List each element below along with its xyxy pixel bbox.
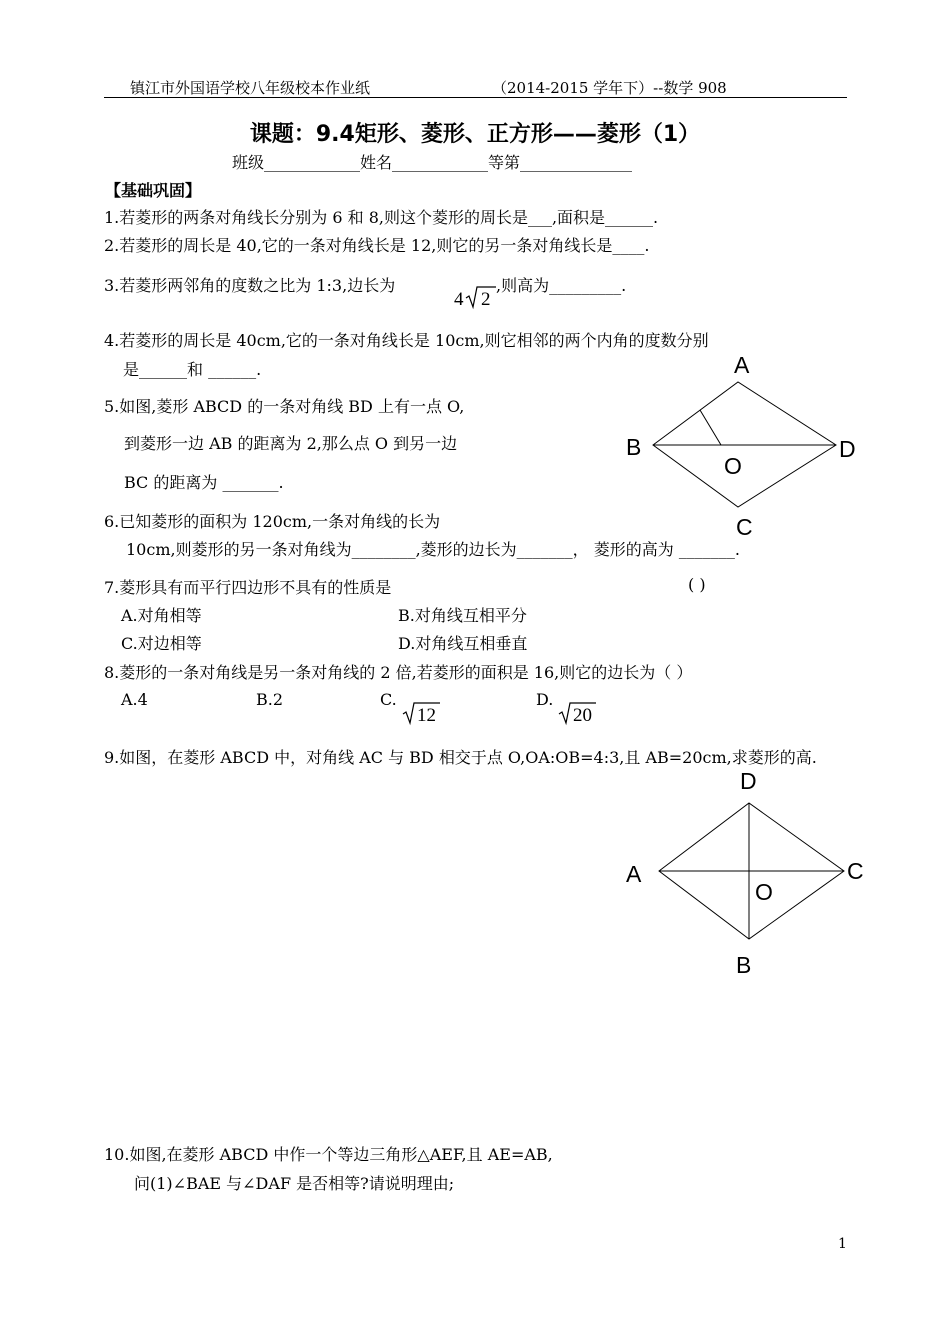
fig2-label-c: C bbox=[847, 858, 864, 884]
sqrt-icon bbox=[402, 697, 446, 727]
question-8-option-b: B.2 bbox=[256, 690, 284, 709]
question-10-line1: 10.如图,在菱形 ABCD 中作一个等边三角形△AEF,且 AE=AB, bbox=[104, 1145, 553, 1164]
q3-radicand: 2 bbox=[481, 289, 491, 310]
page-title: 课题：9.4矩形、菱形、正方形——菱形（1） bbox=[249, 122, 701, 147]
section-heading: 【基础巩固】 bbox=[105, 181, 202, 200]
rhombus-figure-1 bbox=[600, 345, 870, 545]
question-3-suffix: ,则高为_________. bbox=[496, 276, 627, 295]
q8d-radical bbox=[558, 697, 602, 731]
question-7-option-c: C.对边相等 bbox=[121, 634, 202, 653]
fig2-label-a: A bbox=[626, 861, 642, 887]
info-line: 班级____________姓名____________等第______________ bbox=[232, 153, 633, 172]
question-4-line1: 4.若菱形的周长是 40cm,它的一条对角线长是 10cm,则它相邻的两个内角的度数分别 bbox=[104, 331, 709, 350]
question-6-line1: 6.已知菱形的面积为 120cm,一条对角线的长为 bbox=[104, 512, 441, 531]
question-7-option-d: D.对角线互相垂直 bbox=[398, 634, 528, 653]
q3-coefficient: 4 bbox=[454, 289, 464, 310]
fig2-label-d: D bbox=[740, 768, 757, 794]
question-4-line2: 是______和 ______. bbox=[123, 360, 262, 379]
question-5-line2: 到菱形一边 AB 的距离为 2,那么点 O 到另一边 bbox=[124, 434, 458, 453]
question-2: 2.若菱形的周长是 40,它的一条对角线长是 12,则它的另一条对角线长是____. bbox=[104, 236, 650, 255]
fig1-label-b: B bbox=[626, 434, 642, 460]
q3-radical bbox=[454, 281, 500, 315]
fig1-label-o: O bbox=[724, 453, 742, 479]
fig2-label-b: B bbox=[736, 952, 752, 978]
header-rule bbox=[104, 97, 847, 98]
question-8-option-c: C. bbox=[380, 690, 397, 709]
header-school: 镇江市外国语学校八年级校本作业纸 bbox=[130, 79, 371, 97]
question-8-option-d: D. bbox=[536, 690, 554, 709]
header-term: （2014-2015 学年下）--数学 908 bbox=[492, 79, 727, 97]
question-1: 1.若菱形的两条对角线长分别为 6 和 8,则这个菱形的周长是___,面积是______. bbox=[104, 208, 659, 227]
question-10-line2: 问(1)∠BAE 与∠DAF 是否相等?请说明理由; bbox=[134, 1174, 455, 1193]
sqrt-icon bbox=[558, 697, 602, 727]
question-7-option-b: B.对角线互相平分 bbox=[398, 606, 527, 625]
fig1-perpendicular bbox=[700, 410, 721, 445]
question-5-line1: 5.如图,菱形 ABCD 的一条对角线 BD 上有一点 O, bbox=[104, 397, 465, 416]
rhombus-figure-2 bbox=[615, 765, 875, 980]
question-7-option-a: A.对角相等 bbox=[121, 606, 202, 625]
question-6-line2: 10cm,则菱形的另一条对角线为________,菱形的边长为_______， 菱形的高为 _______. bbox=[126, 540, 740, 559]
fig1-label-d: D bbox=[839, 436, 856, 462]
question-7: 7.菱形具有而平行四边形不具有的性质是 bbox=[104, 578, 392, 597]
fig1-label-c: C bbox=[736, 514, 753, 540]
question-5-line3: BC 的距离为 _______. bbox=[124, 473, 284, 492]
q8c-radicand: 12 bbox=[417, 705, 436, 726]
fig1-label-a: A bbox=[734, 352, 750, 378]
q8c-radical bbox=[402, 697, 446, 731]
question-9: 9.如图，在菱形 ABCD 中，对角线 AC 与 BD 相交于点 O,OA:OB=4:3,且 AB=20cm,求菱形的高. bbox=[104, 748, 817, 767]
question-3-prefix: 3.若菱形两邻角的度数之比为 1:3,边长为 bbox=[104, 276, 396, 295]
question-8: 8.菱形的一条对角线是另一条对角线的 2 倍,若菱形的面积是 16,则它的边长为（ ） bbox=[104, 663, 693, 682]
q8d-radicand: 20 bbox=[573, 705, 592, 726]
sqrt-icon bbox=[454, 281, 500, 311]
question-8-option-a: A.4 bbox=[121, 690, 148, 709]
fig2-label-o: O bbox=[755, 879, 773, 905]
question-7-answer-paren: ( ) bbox=[688, 575, 706, 594]
page-number: 1 bbox=[838, 1236, 847, 1252]
